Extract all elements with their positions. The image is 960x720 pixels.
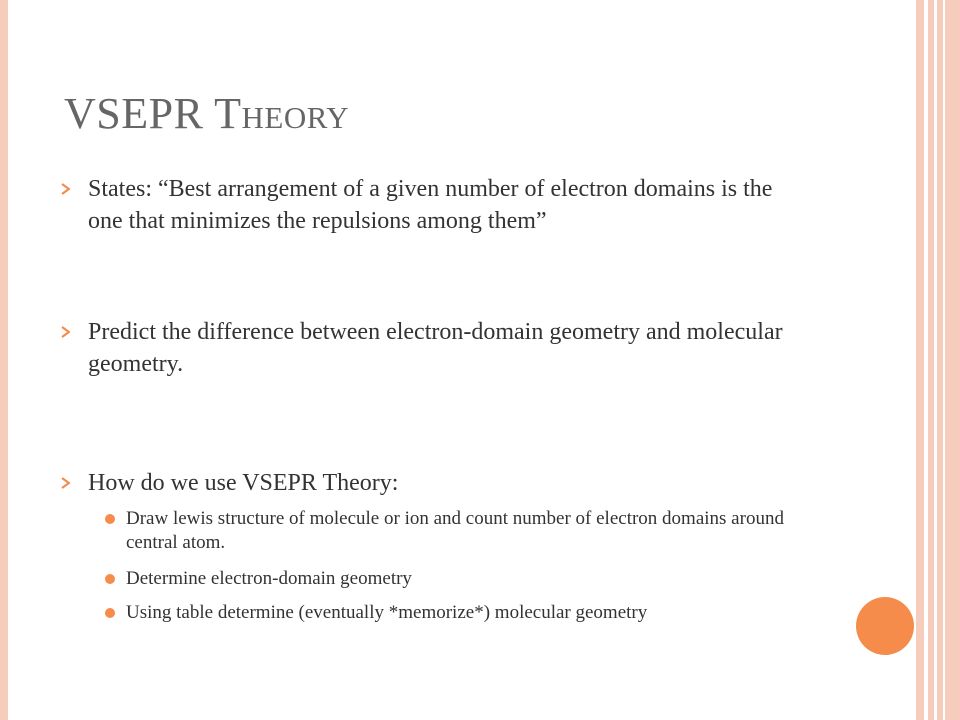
right-stripe-decoration — [945, 0, 960, 720]
bullet-text: States: “Best arrangement of a given number of electron domains is the one that minimizes the repulsions among them” — [88, 176, 773, 234]
right-stripe-decoration — [916, 0, 924, 720]
bullet-item — [88, 316, 788, 380]
chevron-bullet-icon — [61, 477, 71, 489]
dot-bullet-icon — [105, 608, 115, 618]
dot-bullet-icon — [105, 574, 115, 584]
bullet-text: How do we use VSEPR Theory: — [88, 470, 399, 496]
sub-bullet-text: Draw lewis structure of molecule or ion and count number of electron domains around central atom. — [126, 508, 784, 553]
slide-title: VSEPR Theory — [64, 89, 350, 138]
bullet-item — [88, 173, 788, 237]
dot-bullet-icon — [105, 514, 115, 524]
sub-bullet-item — [126, 507, 816, 555]
left-border-decoration — [0, 0, 8, 720]
bullet-item — [88, 467, 788, 499]
orange-circle-decoration — [856, 597, 914, 655]
chevron-bullet-icon — [61, 183, 71, 195]
bullet-text: Predict the difference between electron-domain geometry and molecular geometry. — [88, 319, 783, 377]
sub-bullet-item — [126, 601, 816, 625]
chevron-bullet-icon — [61, 326, 71, 338]
sub-bullet-text: Determine electron-domain geometry — [126, 568, 412, 589]
sub-bullet-item — [126, 567, 816, 591]
sub-bullet-text: Using table determine (eventually *memorize*) molecular geometry — [126, 602, 648, 623]
